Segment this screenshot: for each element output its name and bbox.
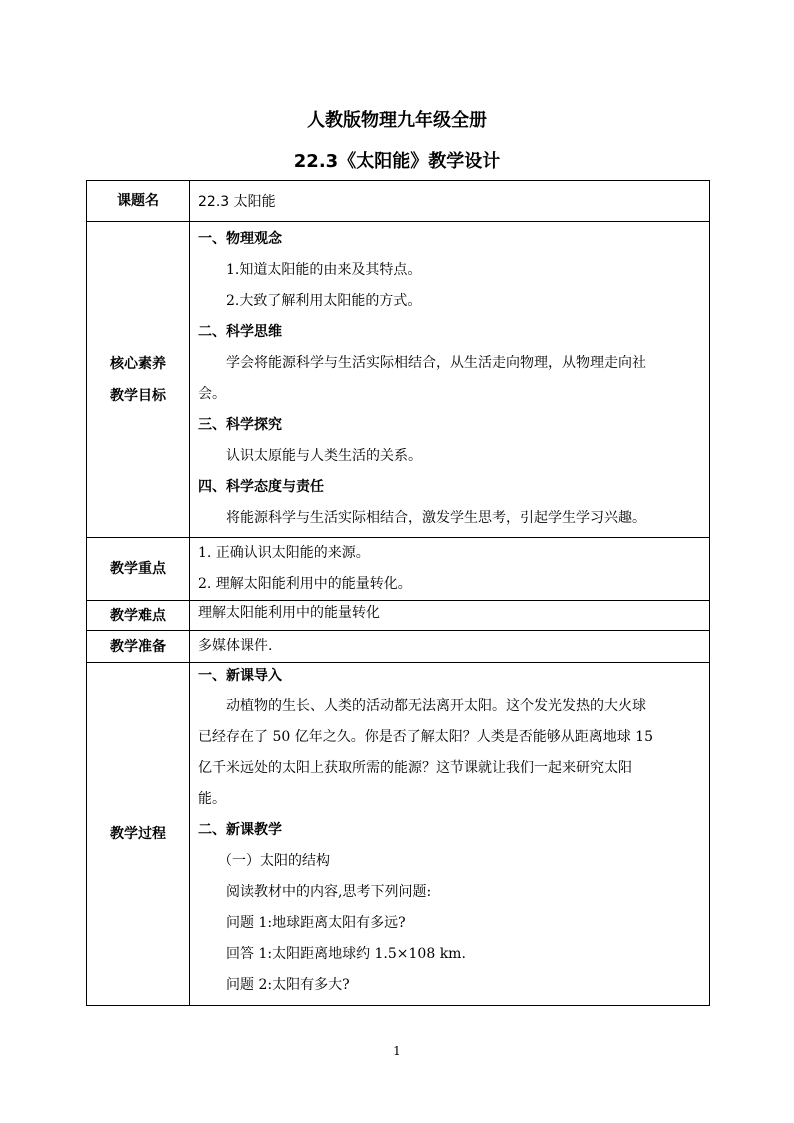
process-heading-1: 一、新课导入 [198,668,282,684]
key-points-label: 教学重点 [87,538,190,601]
document-title: 人教版物理九年级全册 [307,110,487,131]
goals-heading-2: 二、科学思维 [198,324,282,340]
key-points-content [190,538,710,601]
preparation-row [87,631,710,663]
key-point-1: 1. 正确认识太阳能的来源。 [198,545,370,561]
goals-item-3a: 学会将能源科学与生活实际相结合，从生活走向物理，从物理走向社 [226,355,646,371]
topic-label: 课题名 [87,181,190,222]
key-points-row [87,538,710,601]
preparation-label: 教学准备 [87,631,190,663]
goals-heading-3: 三、科学探究 [198,417,282,433]
process-section-1: （一）太阳的结构 [218,853,330,869]
goals-item-3b: 会。 [198,386,226,402]
difficulty-text: 理解太阳能利用中的能量转化 [198,605,380,621]
process-content [190,663,710,1006]
lesson-plan-table [86,180,710,1006]
process-text-1c: 亿千米远处的太阳上获取所需的能源？这节课就让我们一起来研究太阳 [198,760,632,776]
process-text-1a: 动植物的生长、人类的活动都无法离开太阳。这个发光发热的大火球 [226,698,646,714]
process-question-intro: 阅读教材中的内容,思考下列问题: [226,884,432,900]
preparation-content [190,631,710,663]
goals-item-5: 将能源科学与生活实际相结合，激发学生思考，引起学生学习兴趣。 [226,510,646,526]
difficulty-content [190,601,710,631]
process-text-1b: 已经存在了 50 亿年之久。你是否了解太阳？人类是否能够从距离地球 15 [198,729,653,745]
goals-label [87,222,190,538]
goals-label-line2: 教学目标 [110,387,166,404]
process-row [87,663,710,1006]
goals-row [87,222,710,538]
process-question-1: 问题 1:地球距离太阳有多远? [226,915,406,931]
difficulty-row [87,601,710,631]
process-label: 教学过程 [87,663,190,1006]
lesson-title: 22.3《太阳能》教学设计 [293,151,501,172]
page-number: 1 [393,1044,401,1058]
preparation-text: 多媒体课件. [198,638,273,654]
goals-item-2: 2.大致了解利用太阳能的方式。 [226,293,422,309]
process-text-1d: 能。 [198,791,226,807]
process-heading-2: 二、新课教学 [198,822,282,838]
goals-heading-1: 一、物理观念 [198,231,282,247]
topic-row [87,181,710,222]
goals-item-1: 1.知道太阳能的由来及其特点。 [226,262,422,278]
process-question-2: 问题 2:太阳有多大? [226,977,350,993]
process-answer-1: 回答 1:太阳距离地球约 1.5×108 km. [226,946,466,962]
difficulty-label: 教学难点 [87,601,190,631]
goals-heading-4: 四、科学态度与责任 [198,479,324,495]
topic-value [190,181,710,222]
goals-label-line1: 核心素养 [110,355,166,372]
goals-item-4: 认识太原能与人类生活的关系。 [226,448,422,464]
goals-content [190,222,710,538]
key-point-2: 2. 理解太阳能利用中的能量转化。 [198,576,412,592]
topic-text: 22.3 太阳能 [198,194,276,210]
